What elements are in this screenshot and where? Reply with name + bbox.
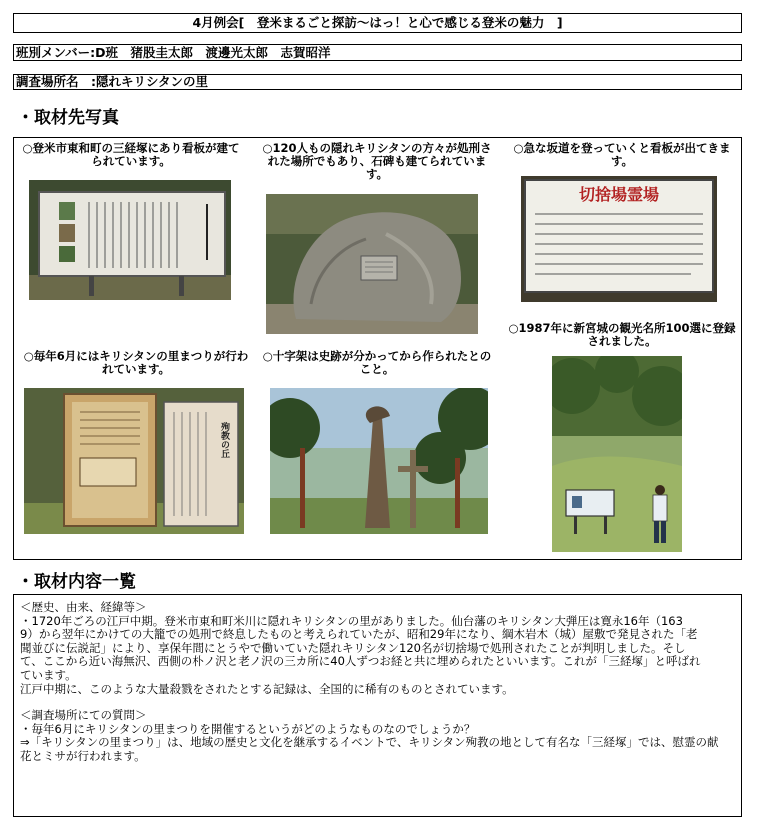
- sign-title-text: 切捨場霊場: [578, 185, 660, 204]
- photo-caption-6: ○1987年に新宮城の観光名所100選に登録されました。: [508, 321, 736, 348]
- stone-monument-photo: [266, 194, 478, 334]
- photo-caption-4: ○毎年6月にはキリシタンの里まつりが行われています。: [23, 349, 249, 376]
- answer-line: 花とミサが行われます。: [20, 748, 146, 763]
- photo-caption-5: ○十字架は史跡が分かってから作られたとのこと。: [262, 349, 492, 376]
- kirisuteba-sign-photo: [521, 176, 717, 302]
- history-heading: ＜歴史、由来、経緯等＞: [20, 600, 147, 614]
- signboard-photo: [29, 180, 231, 300]
- history-line: 9）から翌年にかけての大籠での処刑で終息したものと考えられていたが、昭和29年になり、綱木岩木（城）屋敷で発見された「老: [20, 627, 698, 642]
- hillside-visitor-photo: [552, 356, 682, 552]
- question-line: ・毎年6月にキリシタンの里まつりを開催するというがどのようなものなのでしょうか？: [20, 721, 476, 736]
- team-members: 班別メンバー:D班 猪股圭太郎 渡邊光太郎 志賀昭洋: [13, 44, 742, 61]
- survey-location: 調査場所名 :隠れキリシタンの里: [13, 74, 742, 90]
- photos-panel: [13, 137, 742, 560]
- question-heading: ＜調査場所にての質問＞: [20, 708, 147, 723]
- history-line: ・1720年ごろの江戸中期。登米市東和町米川に隠れキリシタンの里がありました。仙台藩のキリシタン大弾圧は寛永16年（163: [20, 613, 683, 628]
- board-title-text: 殉教の丘: [219, 422, 229, 458]
- page-title: 4月例会[ 登米まるごと探訪～はっ！と心で感じる登米の魅力 ]: [13, 13, 742, 33]
- photo-caption-2: ○120人もの隠れキリシタンの方々が処刑された場所でもあり、石碑も建てられています。: [262, 141, 492, 181]
- photo-caption-1: ○登米市東和町の三経塚にあり看板が建てられています。: [22, 141, 240, 168]
- wooden-cross-photo: [270, 388, 488, 534]
- history-line: ています。: [20, 667, 77, 682]
- festival-board-photo: [24, 388, 244, 534]
- history-line: 聞並びに伝説記」により、享保年間にとうやで働いていた隠れキリシタン120名が切捨場で処刑されたことが判明しました。そし: [20, 640, 686, 655]
- history-line: 江戸中期に、このような大量殺戮をされたとする記録は、全国的に稀有のものとされています。: [20, 681, 514, 696]
- history-line: て、ここから近い海無沢、西側の朴ノ沢と老ノ沢の三カ所に40人ずつお経と共に埋められたといいます。これが「三経塚」と呼ばれ: [20, 654, 701, 669]
- content-heading: ・取材内容一覧: [17, 572, 136, 592]
- photo-caption-3: ○急な坂道を登っていくと看板が出てきます。: [513, 141, 731, 168]
- content-panel: [13, 594, 742, 817]
- photos-heading: ・取材先写真: [17, 108, 119, 128]
- answer-line: ⇒「キリシタンの里まつり」は、地域の歴史と文化を継承するイベントで、キリシタン殉教の地として有名な「三経塚」では、慰霊の献: [20, 735, 719, 750]
